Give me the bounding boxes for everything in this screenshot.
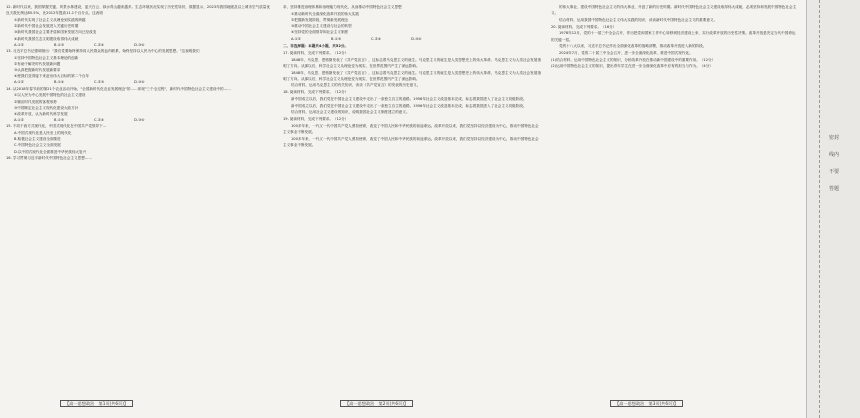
- question-18: 18. 阅读材料，完成下列要求。（12分）: [283, 90, 349, 95]
- answer-c: C.②④: [94, 118, 105, 123]
- seal-line-notice: 密封线内不要答题: [829, 135, 840, 192]
- question-19: 19. 阅读材料，完成下列要求。（12分）: [283, 116, 349, 121]
- question-14: 14. 从2018年春节前的第21个农业活动开始，"全国新时代化农业发展理念"的……体现"三个全过程"，新时代中国特色社会主义建设中的……: [6, 86, 231, 91]
- section-heading: 二、非选择题：本题共4小题，共52分。: [283, 43, 349, 48]
- answer-b: B.①③: [53, 118, 65, 123]
- question-17: 17. 阅读材料，完成下列要求。（12分）: [283, 50, 349, 55]
- answer-row: [283, 36, 541, 42]
- answer-c: C.②④: [94, 42, 105, 47]
- page-footer-2: 【高一思想政治 第2页(共6页)】: [340, 401, 413, 407]
- column-3: [551, 4, 797, 400]
- answer-d: D.③④: [134, 42, 145, 47]
- question-13: 13. 习近平总书记强调指出："我们党要始终保持同人民群众的血肉联系，始终坚持以人民为中心的发展思想。"这表明我们: [6, 48, 200, 53]
- option: ③推动中国社会主义建设与社会的转型: [291, 24, 352, 29]
- question-16: 16. 学习贯彻习近平新时代中国特色社会主义思想……: [6, 155, 92, 160]
- material-text: 1848年，马克思、恩格斯发表了《共产党宣言》，这标志着马克思主义的诞生。马克思主义的诞生是人类思想史上的伟大革命，马克思主义为人类社会发展指明了方向。从那以后，科学社会主义从理论变为现实，在世界范围内产生了深远影响。: [283, 57, 541, 68]
- answer-b: B.①④: [53, 80, 65, 85]
- option: ④坚持党的全面领导和社会主义制度: [291, 30, 349, 35]
- option: ④新时代我国生态文明建设取得伟大成就: [14, 36, 79, 41]
- option: ①推动新时代全面深化改革开放的伟大实践: [291, 11, 359, 16]
- material-text: 100多年来，一代又一代中国共产党人勇担使命，改变了中国人民和中华民族的前途命运。改革开放以来，我们党坚持以经济建设为中心，推动中国特色社会主义事业不断发展。: [283, 123, 539, 134]
- answer-a: A.①②: [14, 118, 24, 123]
- question-12: 12. 新时代以来，我国掌握关键、风景水林建设，蓝天白云、绿水青山越来越多。生态环境状况实现了历史性转折，数据显示，2023年我国地级及以上城市空气质量优良天数比例达85.5%，比2012年提高11.1个百分点。这表明: [6, 5, 270, 16]
- column-1: [6, 4, 273, 400]
- material-text: 1848年，马克思、恩格斯发表了《共产党宣言》，这标志着马克思主义的诞生。马克思主义的诞生是人类思想史上的伟大革命，马克思主义为人类社会发展指明了方向。从那以后，科学社会主义从理论变为现实，在世界范围内产生了深远影响。: [283, 70, 541, 81]
- option: ②新时代中国社会发展进入关键历史时期: [14, 24, 79, 29]
- sub-question-1: (1)结合材料，运用中国特色社会主义的知识，分析改革开放在推动新中国建设中的重要作用。（12分）: [551, 57, 716, 62]
- column-2: [283, 4, 541, 400]
- page-footer-3: 【高一思想政治 第3页(共6页)】: [610, 401, 683, 407]
- seal-line: [819, 0, 820, 418]
- material-text: 100多年来，一代又一代中国共产党人勇担使命，改变了中国人民和中华民族的前途命运。改革开放以来，我们党坚持以经济建设为中心，推动中国特色社会主义事业不断发展。: [283, 136, 539, 147]
- option: A.中国式现代化是人民至上的现代化: [14, 131, 72, 136]
- answer-d: D.③④: [134, 80, 145, 85]
- answer-a: A.①②: [14, 42, 24, 47]
- sub-question: 结合材料，运用马克思主义的有关知识，谈谈《共产党宣言》的发表的历史意义。: [291, 83, 421, 88]
- option: B.积极社会主义建设全面推进: [14, 137, 61, 142]
- question-15: 15. 不同于西方式现代化，中国式现代化在中国共产党领导下…: [6, 124, 107, 129]
- option: D.以中国式现代化全面推进中华民族伟大复兴: [14, 149, 87, 154]
- material-text: 2024年7月，党的二十届三中全会召开，进一步全面深化改革，推进中国式现代化。: [559, 50, 693, 55]
- answer-c: C.②③: [94, 80, 105, 85]
- answer-d: D.③④: [411, 36, 422, 41]
- material-text: 党的十八大以来，习近平总书记作出全面深化改革的战略部署，推动改革开放进入新的阶段。: [559, 44, 707, 49]
- question-20: 20. 阅读材料，完成下列要求。（16分）: [551, 24, 617, 29]
- answer-b: B.①③: [53, 42, 65, 47]
- question-continued: 求、坚持推进治理体系和治理能力现代化，从而推动中国特色社会主义思想: [283, 5, 402, 9]
- option: ①新时代实现了社会主义从理论到实践的跨越: [14, 17, 86, 22]
- material-text: 新中国成立以后，我们党在中国社会主义建设中走出了一条独立自主的道路。1956年社会主义改造基本完成，标志着我国进入了社会主义初级阶段。: [291, 96, 527, 101]
- option: ③中国制定社会主义现代化建设大政方针: [14, 105, 79, 110]
- sub-question: 结合材料，运用我国中国特色社会主义伟大实践的知识，谈谈新时代中国特色社会主义的重要意义。: [559, 17, 718, 22]
- answer-b: B.①③: [330, 36, 342, 41]
- binding-margin: [806, 0, 860, 418]
- material-text: 新中国成立以后，我们党在中国社会主义建设中走出了一条独立自主的道路。1956年社会主义改造基本完成，标志着我国进入了社会主义初级阶段。: [291, 103, 527, 108]
- material-text: 的伟大事业，建设中国特色社会主义的伟大事业，开创了新的历史时期。新时代中国特色社会主义建设取得伟大成就，必须坚持和发展中国特色社会主义。: [551, 5, 797, 16]
- option: ②顺应时代发展的客观形势: [14, 99, 57, 104]
- option: ①以人民为中心发展中国特色的社会主义建设: [14, 93, 86, 98]
- material-text: 1978年12月，党的十一届三中全会召开，作出把党和国家工作中心转移到经济建设上来、实行改革开放的历史性决策。改革开放是决定当代中国命运的关键一招。: [551, 31, 796, 42]
- option: ②把握新发展阶段，贯彻新发展理念: [291, 17, 349, 22]
- sub-question-2: (2)运用中国特色社会主义的知识，提出青年学生在进一步全面深化改革中应有的担当与作为。（4分）: [551, 64, 713, 69]
- answer-a: A.①②: [291, 36, 301, 41]
- answer-c: C.②④: [371, 36, 382, 41]
- option: ②有助于解决时代发展新问题: [14, 61, 61, 66]
- option: ④使我们变得接下来赶出伟大目标的第二个百年: [14, 74, 90, 79]
- option: C.中国特色社会主义全面发展: [14, 143, 61, 148]
- option: ④改革开放，认为新时代科学发展: [14, 111, 68, 116]
- answer-d: D.③④: [134, 118, 145, 123]
- answer-a: A.①②: [14, 80, 24, 85]
- option: ③新时代我国社会主要矛盾和国家发展方向已经改变: [14, 30, 97, 35]
- sub-question: 结合材料，运用社会主义建设的知识，说明我国社会主义制度建立的意义。: [291, 110, 410, 115]
- option: ①坚持中国特色社会主义基本理论的创新: [14, 55, 79, 60]
- page-footer-1: 【高一思想政治 第1页(共6页)】: [60, 401, 133, 407]
- option: ③认真把握新时代发展新要求: [14, 68, 61, 73]
